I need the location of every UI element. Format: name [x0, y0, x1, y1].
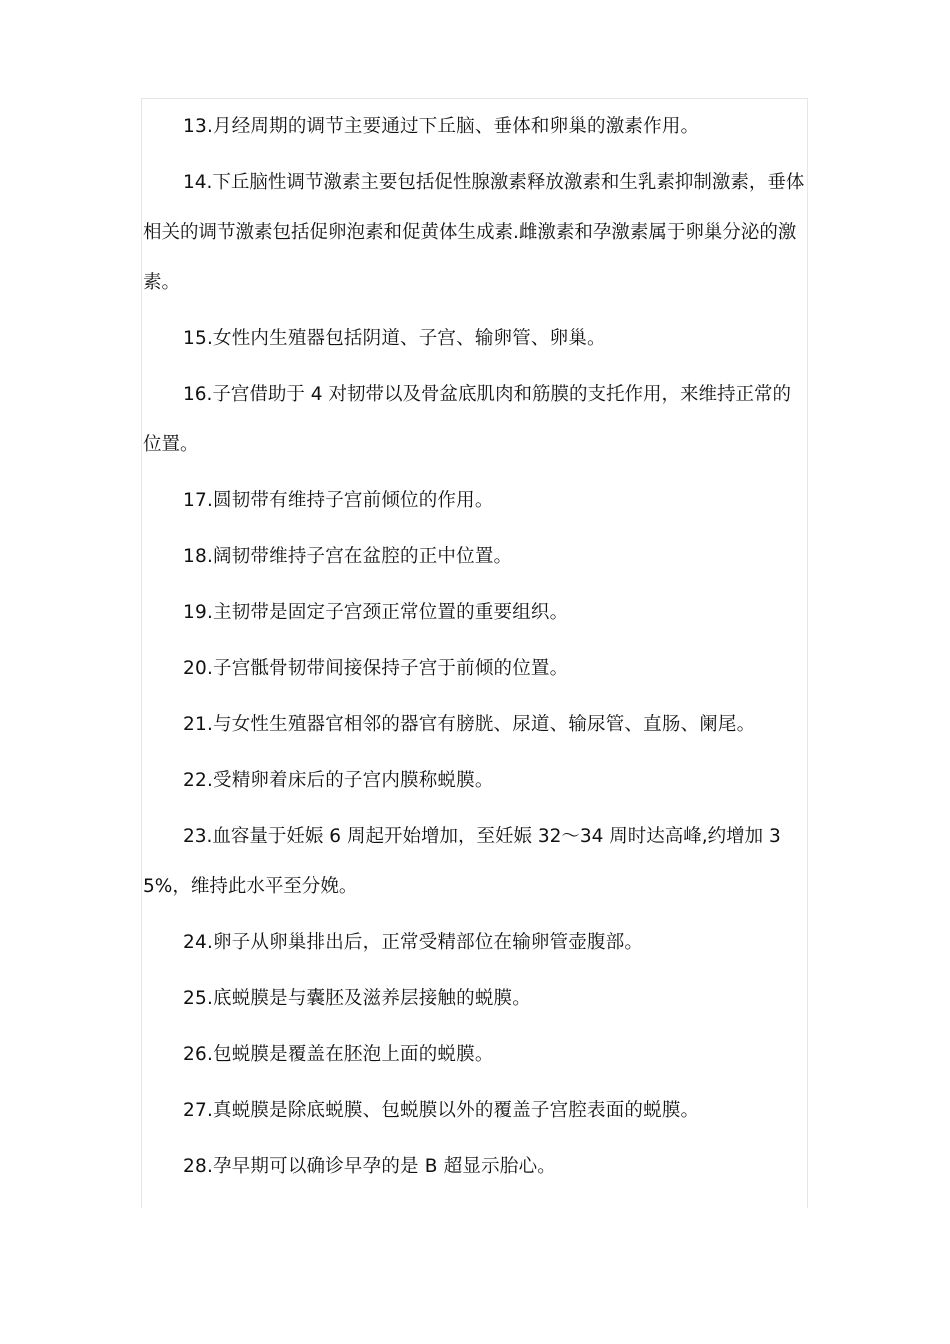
paragraph-19: 19.主韧带是固定子宫颈正常位置的重要组织。 [183, 602, 569, 623]
paragraph-14: 14.下丘脑性调节激素主要包括促性腺激素释放激素和生乳素抑制激素，垂体相关的调节激素包括促卵泡素和促黄体生成素.雌激素和孕激素属于卵巢分泌的激素。 [143, 172, 805, 293]
paragraph-24: 24.卵子从卵巢排出后，正常受精部位在输卵管壶腹部。 [183, 932, 644, 953]
paragraph-25: 25.底蜕膜是与囊胚及滋养层接触的蜕膜。 [183, 988, 531, 1009]
paragraph-28: 28.孕早期可以确诊早孕的是 B 超显示胎心。 [183, 1156, 556, 1177]
paragraph-26: 26.包蜕膜是覆盖在胚泡上面的蜕膜。 [183, 1044, 494, 1065]
paragraph-15: 15.女性内生殖器包括阴道、子宫、输卵管、卵巢。 [183, 328, 606, 349]
paragraph-21: 21.与女性生殖器官相邻的器官有膀胱、尿道、输尿管、直肠、阑尾。 [183, 714, 756, 735]
paragraph-13: 13.月经周期的调节主要通过下丘脑、垂体和卵巢的激素作用。 [183, 116, 700, 137]
paragraph-20: 20.子宫骶骨韧带间接保持子宫于前倾的位置。 [183, 658, 569, 679]
paragraph-18: 18.阔韧带维持子宫在盆腔的正中位置。 [183, 546, 513, 567]
paragraph-23: 23.血容量于妊娠 6 周起开始增加，至妊娠 32～34 周时达高峰,约增加 35%，维持此水平至分娩。 [143, 826, 781, 897]
paragraph-22: 22.受精卵着床后的子宫内膜称蜕膜。 [183, 770, 494, 791]
paragraph-17: 17.圆韧带有维持子宫前倾位的作用。 [183, 490, 494, 511]
paragraph-27: 27.真蜕膜是除底蜕膜、包蜕膜以外的覆盖子宫腔表面的蜕膜。 [183, 1100, 700, 1121]
paragraph-16: 16.子宫借助于 4 对韧带以及骨盆底肌肉和筋膜的支托作用，来维持正常的位置。 [143, 384, 791, 455]
document-body [143, 102, 807, 1198]
